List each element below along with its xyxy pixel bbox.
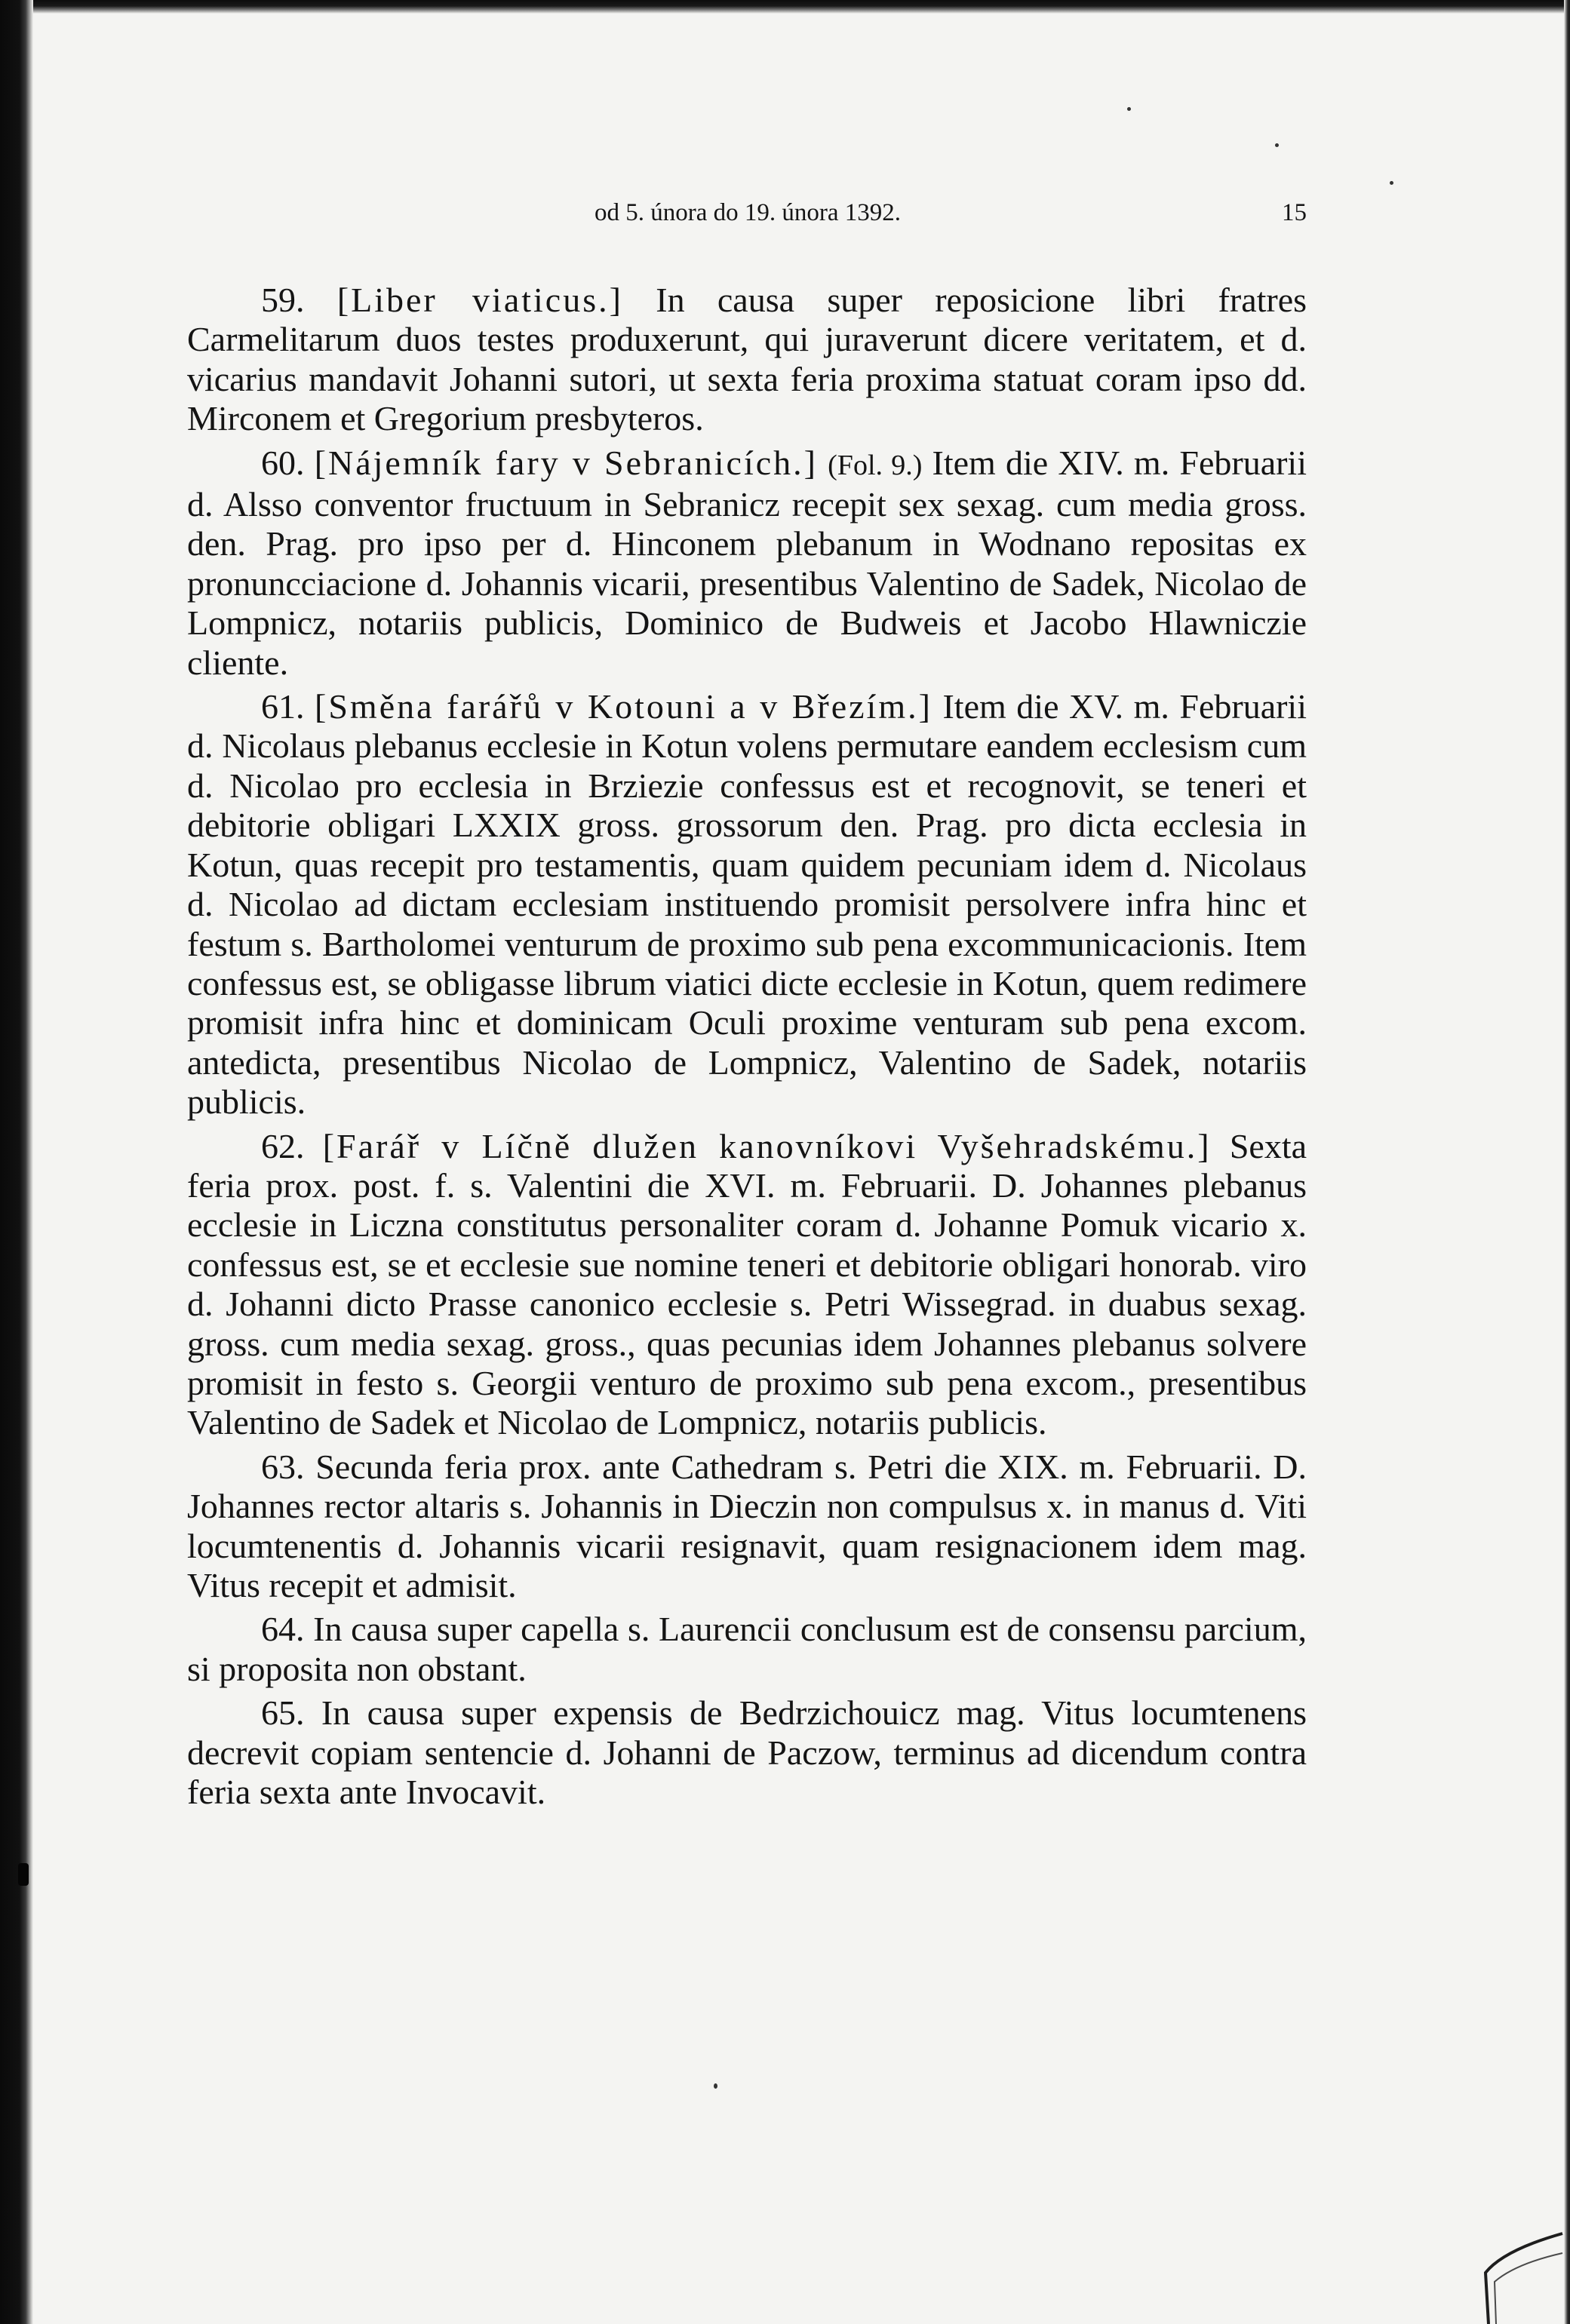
- entry-64: [187, 1610, 1307, 1689]
- entry-title: [Liber viaticus.]: [336, 281, 623, 319]
- body-text: [187, 281, 1307, 1812]
- entry-62: [187, 1127, 1307, 1443]
- entry-title: [Farář v Líčně dlužen kanovníkovi Vyšehradskému.]: [322, 1126, 1212, 1165]
- entry-text: In causa super expensis de Bedrzichouicz mag. Vitus locumtenens decrevit copiam sentencie d. Johanni de Paczow, terminus ad dicendum contra feria sexta ante Invocavit.: [187, 1693, 1307, 1812]
- entry-number: 59.: [261, 281, 305, 319]
- scan-speck: [1275, 143, 1279, 147]
- entry-text: In causa super reposicione libri fratres Carmelitarum duos testes produxerunt, qui juraverunt dicere veritatem, et d. vicarius mandavit Johanni sutori, ut sexta feria proxima statuat coram ipso dd. Mirconem et Gregorium presbyteros.: [187, 281, 1307, 438]
- entry-text: Item die XV. m. Februarii d. Nicolaus plebanus ecclesie in Kotun volens permutare eandem ecclesism cum d. Nicolao pro ecclesia in Brziezie confessus est et recognovit, se teneri et debitorie obligari LXXIX gross. grossorum den. Prag. pro dicta ecclesia in Kotun, quas recepit pro testamentis, quam quidem pecuniam idem d. Nicolaus d. Nicolao ad dictam ecclesiam instituendo promisit persolvere infra hinc et festum s. Bartholomei venturum de proximo sub pena excommunicacionis. Item confessus est, se obligasse librum viatici dicte ecclesie in Kotun, quem redimere promisit infra hinc et dominicam Oculi proxime venturam sub pena excom. antedicta, presentibus Nicolao de Lompnicz, Valentino de Sadek, notariis publicis.: [187, 687, 1307, 1122]
- scan-speck: [1390, 181, 1393, 185]
- entry-number: 65.: [261, 1693, 305, 1733]
- scan-binding-edge: [0, 0, 33, 2324]
- entry-title: [Nájemník fary v Sebranicích.]: [314, 443, 818, 482]
- running-head: od 5. února do 19. února 1392.: [594, 199, 902, 226]
- entry-text: Sexta feria prox. post. f. s. Valentini die XVI. m. Februarii. D. Johannes plebanus ecclesie in Liczna constitutus personaliter coram d. Johanne Pomuk vicario x. confessus est, se et ecclesie sue nomine teneri et debitorie obligari honorab. viro d. Johanni dicto Prasse canonico ecclesie s. Petri Wissegrad. in duabus sexag. gross. cum media sexag. gross., quas pecunias idem Johannes plebanus solvere promisit in festo s. Georgii venturo de proximo sub pena excom., presentibus Valentino de Sadek et Nicolao de Lompnicz, notariis publicis.: [187, 1126, 1307, 1442]
- scan-speck: [714, 2083, 717, 2089]
- scan-speck: [18, 1863, 29, 1886]
- entry-65: [187, 1693, 1307, 1812]
- entry-number: 63.: [261, 1447, 305, 1486]
- entry-59: [187, 281, 1307, 439]
- page-corner-curl: [1473, 2203, 1564, 2324]
- scan-right-edge: [1564, 0, 1570, 2324]
- entry-text: Item die XIV. m. Februarii d. Alsso conventor fructuum in Sebranicz recepit sex sexag. cum media gross. den. Prag. pro ipso per d. Hinconem plebanum in Wodnano repositas ex pronuncciacione d. Johannis vicarii, presentibus Valentino de Sadek, Nicolao de Lompnicz, notariis publicis, Dominico de Budweis et Jacobo Hlawniczie cliente.: [187, 443, 1307, 682]
- entry-60: [187, 444, 1307, 683]
- scan-top-edge: [0, 0, 1570, 14]
- scan-speck: [1127, 107, 1131, 111]
- entry-number: 62.: [261, 1126, 305, 1165]
- entry-text: In causa super capella s. Laurencii conclusum est de consensu parcium, si proposita non obstant.: [187, 1610, 1307, 1688]
- entry-number: 64.: [261, 1610, 305, 1649]
- entry-number: 61.: [261, 687, 305, 726]
- page-header: [189, 199, 1307, 235]
- folio-reference: (Fol. 9.): [828, 449, 923, 481]
- entry-text: Secunda feria prox. ante Cathedram s. Petri die XIX. m. Februarii. D. Johannes rector altaris s. Johannis in Dieczin non compulsus x. in manus d. Viti locumtenentis d. Johannis vicarii resignavit, quam resignacionem idem mag. Vitus recepit et admisit.: [187, 1447, 1307, 1604]
- entry-title: [Směna farářů v Kotouni a v Březím.]: [315, 687, 932, 726]
- entry-number: 60.: [261, 443, 305, 482]
- page-number: 15: [1282, 199, 1307, 226]
- entry-63: [187, 1448, 1307, 1606]
- entry-61: [187, 687, 1307, 1122]
